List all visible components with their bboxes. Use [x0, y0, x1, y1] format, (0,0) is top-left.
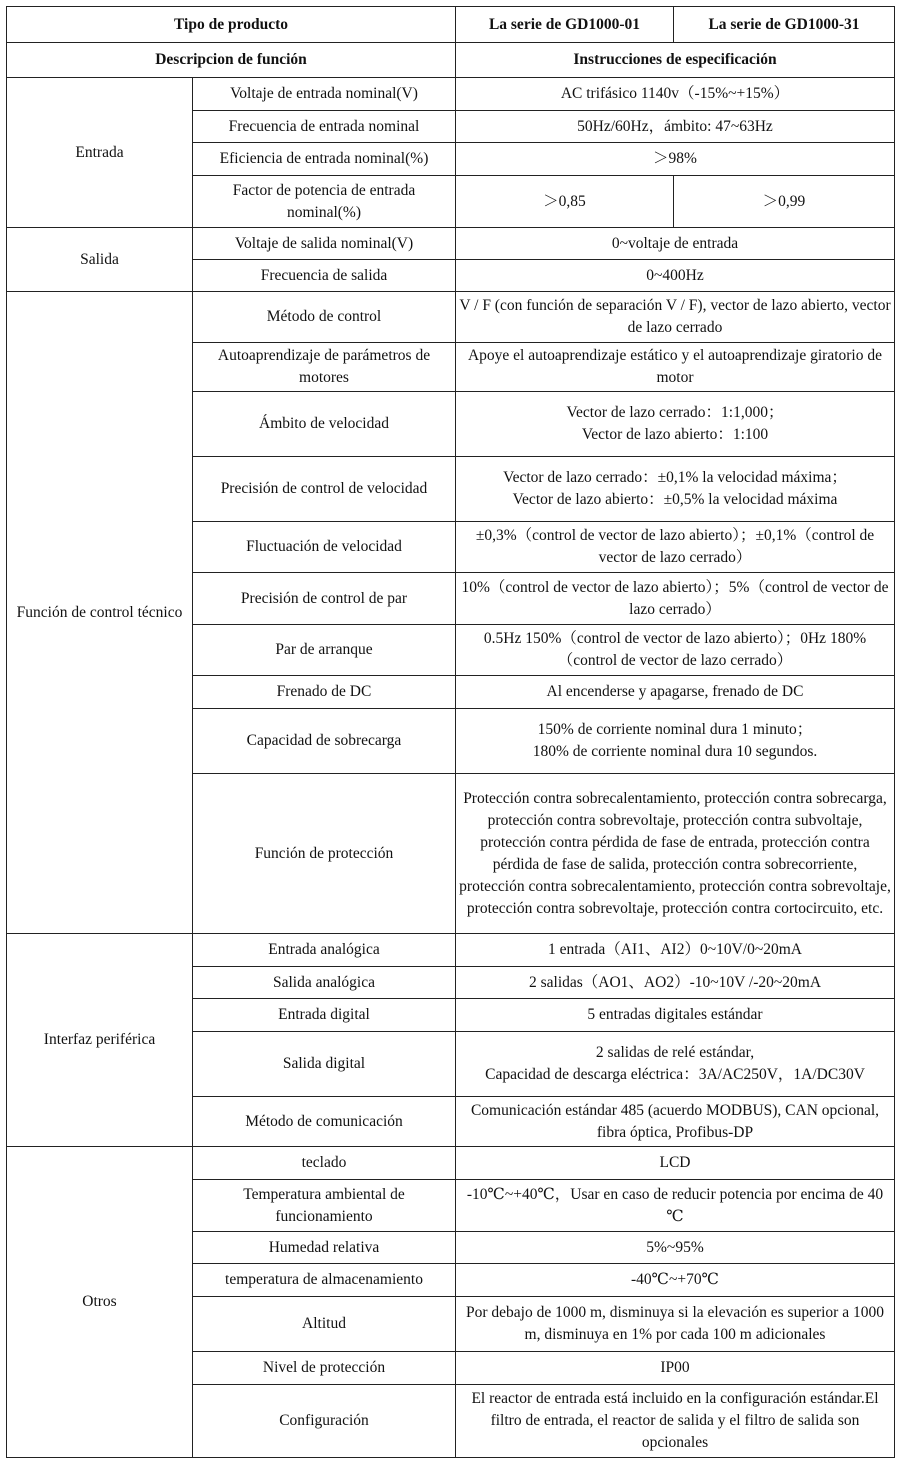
row-label: Método de control [193, 292, 456, 343]
row-value: Al encenderse y apagarse, frenado de DC [456, 676, 895, 709]
group-otros: Otros [7, 1147, 193, 1458]
row-value: LCD [456, 1147, 895, 1180]
row-label: Función de protección [193, 774, 456, 934]
row-value: Por debajo de 1000 m, disminuya si la elevación es superior a 1000 m, disminuya en 1% por cada 100 m adicionales [456, 1297, 895, 1352]
row-value [456, 392, 895, 457]
row-label: teclado [193, 1147, 456, 1180]
table-row [7, 78, 895, 111]
table-header-row [7, 43, 895, 78]
row-value: 50Hz/60Hz，ámbito: 47~63Hz [456, 111, 895, 143]
row-value: 5%~95% [456, 1232, 895, 1264]
row-label: Autoaprendizaje de parámetros de motores [193, 343, 456, 392]
row-value: Apoye el autoaprendizaje estático y el autoaprendizaje giratorio de motor [456, 343, 895, 392]
row-value [456, 457, 895, 522]
group-control: Función de control técnico [7, 292, 193, 934]
product-type-header: Tipo de producto [7, 7, 456, 43]
table-row [7, 228, 895, 260]
row-value: Comunicación estándar 485 (acuerdo MODBUS), CAN opcional, fibra óptica, Profibus-DP [456, 1097, 895, 1147]
row-value: 2 salidas（AO1、AO2）-10~10V /-20~20mA [456, 967, 895, 999]
row-value: 1 entrada（AI1、AI2）0~10V/0~20mA [456, 934, 895, 967]
series-01-header: La serie de GD1000-01 [456, 7, 674, 43]
row-label: Salida analógica [193, 967, 456, 999]
row-value-line: 2 salidas de relé estándar, [595, 1044, 755, 1061]
spec-table [6, 6, 895, 1458]
row-value-line: Vector de lazo cerrado：±0,1% la velocidad máxima； [503, 469, 847, 486]
row-value: Protección contra sobrecalentamiento, protección contra sobrecarga, protección contra sobrevoltaje, protección contra subvoltaje, protección contra pérdida de fase de entrada, protección contra pérdida de fase de salida, protección contra sobrecorriente, protección contra sobrecalentamiento, protección contra sobrevoltaje, protección contra sobrevoltaje, protección contra cortocircuito, etc. [456, 774, 895, 934]
row-label: Nivel de protección [193, 1352, 456, 1385]
row-value: 0.5Hz 150%（control de vector de lazo abierto）；0Hz 180%（control de vector de lazo cerrado） [456, 625, 895, 676]
row-label: Fluctuación de velocidad [193, 522, 456, 573]
row-value-line: Capacidad de descarga eléctrica：3A/AC250V，1A/DC30V [485, 1066, 865, 1083]
row-value: 5 entradas digitales estándar [456, 999, 895, 1032]
function-desc-header: Descripcion de función [7, 43, 456, 78]
table-row [7, 292, 895, 343]
row-value [456, 1032, 895, 1097]
row-value: ±0,3%（control de vector de lazo abierto）；±0,1%（control de vector de lazo cerrado） [456, 522, 895, 573]
row-label: Humedad relativa [193, 1232, 456, 1264]
row-label: Temperatura ambiental de funcionamiento [193, 1180, 456, 1232]
table-header-row [7, 7, 895, 43]
row-value-line: Vector de lazo cerrado：1:1,000； [566, 404, 784, 421]
series-31-header: La serie de GD1000-31 [674, 7, 895, 43]
row-value: IP00 [456, 1352, 895, 1385]
row-label: Salida digital [193, 1032, 456, 1097]
row-value: AC trifásico 1140v（-15%~+15%） [456, 78, 895, 111]
row-label: Entrada digital [193, 999, 456, 1032]
row-value: V / F (con función de separación V / F), vector de lazo abierto, vector de lazo cerrado [456, 292, 895, 343]
row-label: Precisión de control de velocidad [193, 457, 456, 522]
row-label: Ámbito de velocidad [193, 392, 456, 457]
row-label: Eficiencia de entrada nominal(%) [193, 143, 456, 176]
row-label: Voltaje de salida nominal(V) [193, 228, 456, 260]
row-value-line: 150% de corriente nominal dura 1 minuto； [537, 721, 813, 738]
row-label: Frecuencia de entrada nominal [193, 111, 456, 143]
row-value: ＞98% [456, 143, 895, 176]
spec-instructions-header: Instrucciones de especificación [456, 43, 895, 78]
row-label: Entrada analógica [193, 934, 456, 967]
row-value: 10%（control de vector de lazo abierto）；5%（control de vector de lazo cerrado） [456, 573, 895, 625]
row-value: 0~voltaje de entrada [456, 228, 895, 260]
row-label: Par de arranque [193, 625, 456, 676]
row-value-31: ＞0,99 [674, 176, 895, 228]
row-label: Frecuencia de salida [193, 260, 456, 292]
table-row [7, 1147, 895, 1180]
row-label: Precisión de control de par [193, 573, 456, 625]
row-label: Factor de potencia de entrada nominal(%) [193, 176, 456, 228]
group-interfaz: Interfaz periférica [7, 934, 193, 1147]
row-value: El reactor de entrada está incluido en la configuración estándar.El filtro de entrada, el reactor de salida y el filtro de salida son opcionales [456, 1385, 895, 1458]
row-label: Capacidad de sobrecarga [193, 709, 456, 774]
row-value [456, 709, 895, 774]
row-value-01: ＞0,85 [456, 176, 674, 228]
table-row [7, 934, 895, 967]
row-value: -40℃~+70℃ [456, 1264, 895, 1297]
row-value: -10℃~+40℃，Usar en caso de reducir potencia por encima de 40 ℃ [456, 1180, 895, 1232]
row-value: 0~400Hz [456, 260, 895, 292]
row-value-line: 180% de corriente nominal dura 10 segundos. [532, 743, 818, 760]
row-label: Método de comunicación [193, 1097, 456, 1147]
row-label: Voltaje de entrada nominal(V) [193, 78, 456, 111]
row-value-line: Vector de lazo abierto：±0,5% la velocidad máxima [512, 491, 838, 508]
row-label: temperatura de almacenamiento [193, 1264, 456, 1297]
row-label: Configuración [193, 1385, 456, 1458]
group-entrada: Entrada [7, 78, 193, 228]
row-label: Frenado de DC [193, 676, 456, 709]
row-label: Altitud [193, 1297, 456, 1352]
group-salida: Salida [7, 228, 193, 292]
row-value-line: Vector de lazo abierto：1:100 [581, 426, 769, 443]
